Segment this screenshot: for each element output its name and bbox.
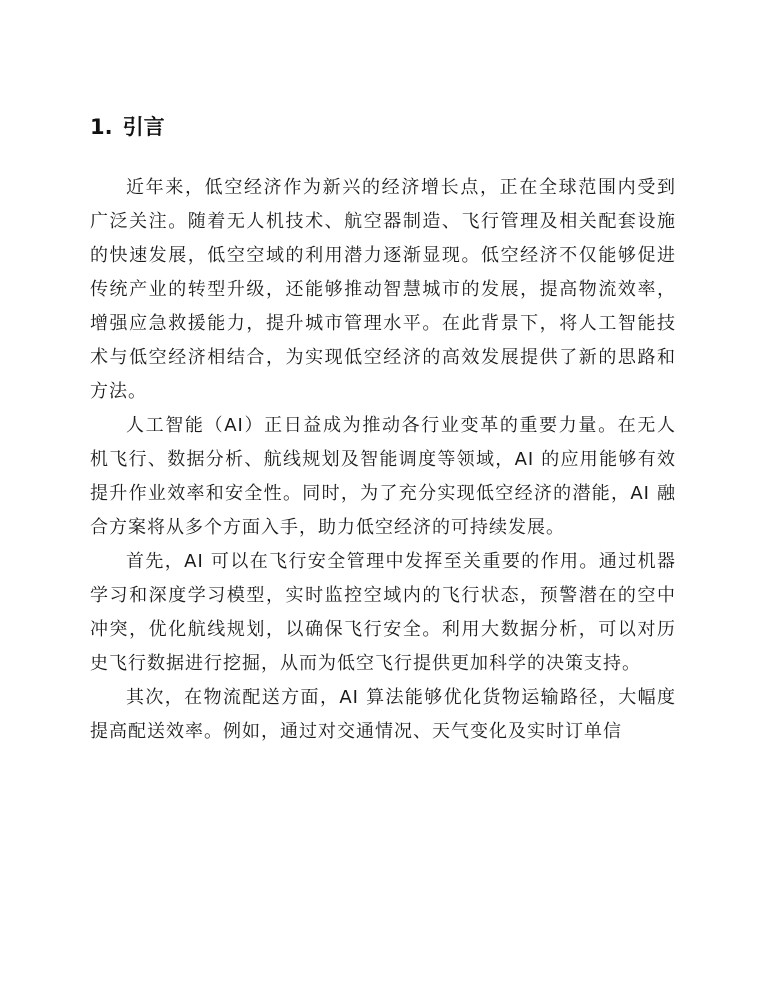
paragraph-flight-safety: 首先，AI 可以在飞行安全管理中发挥至关重要的作用。通过机器学习和深度学习模型，实时监控空域内的飞行状态，预警潜在的空中冲突，优化航线规划，以确保飞行安全。利用大数据分析，可以对历史飞行数据进行挖掘，从而为低空飞行提供更加科学的决策支持。 (90, 551, 676, 674)
section-heading (90, 111, 165, 143)
body-text (90, 171, 676, 749)
section-title: 引言 (122, 115, 165, 139)
paragraph-logistics: 其次，在物流配送方面，AI 算法能够优化货物运输路径，大幅度提高配送效率。例如，通过对交通情况、天气变化及实时订单信 (90, 687, 676, 742)
paragraph-intro: 近年来，低空经济作为新兴的经济增长点，正在全球范围内受到广泛关注。随着无人机技术、航空器制造、飞行管理及相关配套设施的快速发展，低空空域的利用潜力逐渐显现。低空经济不仅能够促进传统产业的转型升级，还能够推动智慧城市的发展，提高物流效率，增强应急救援能力，提升城市管理水平。在此背景下，将人工智能技术与低空经济相结合，为实现低空经济的高效发展提供了新的思路和方法。 (90, 177, 676, 402)
section-number: 1. (90, 115, 113, 139)
paragraph-ai-role: 人工智能（AI）正日益成为推动各行业变革的重要力量。在无人机飞行、数据分析、航线规划及智能调度等领域，AI 的应用能够有效提升作业效率和安全性。同时，为了充分实现低空经济的潜能，AI 融合方案将从多个方面入手，助力低空经济的可持续发展。 (90, 415, 676, 538)
